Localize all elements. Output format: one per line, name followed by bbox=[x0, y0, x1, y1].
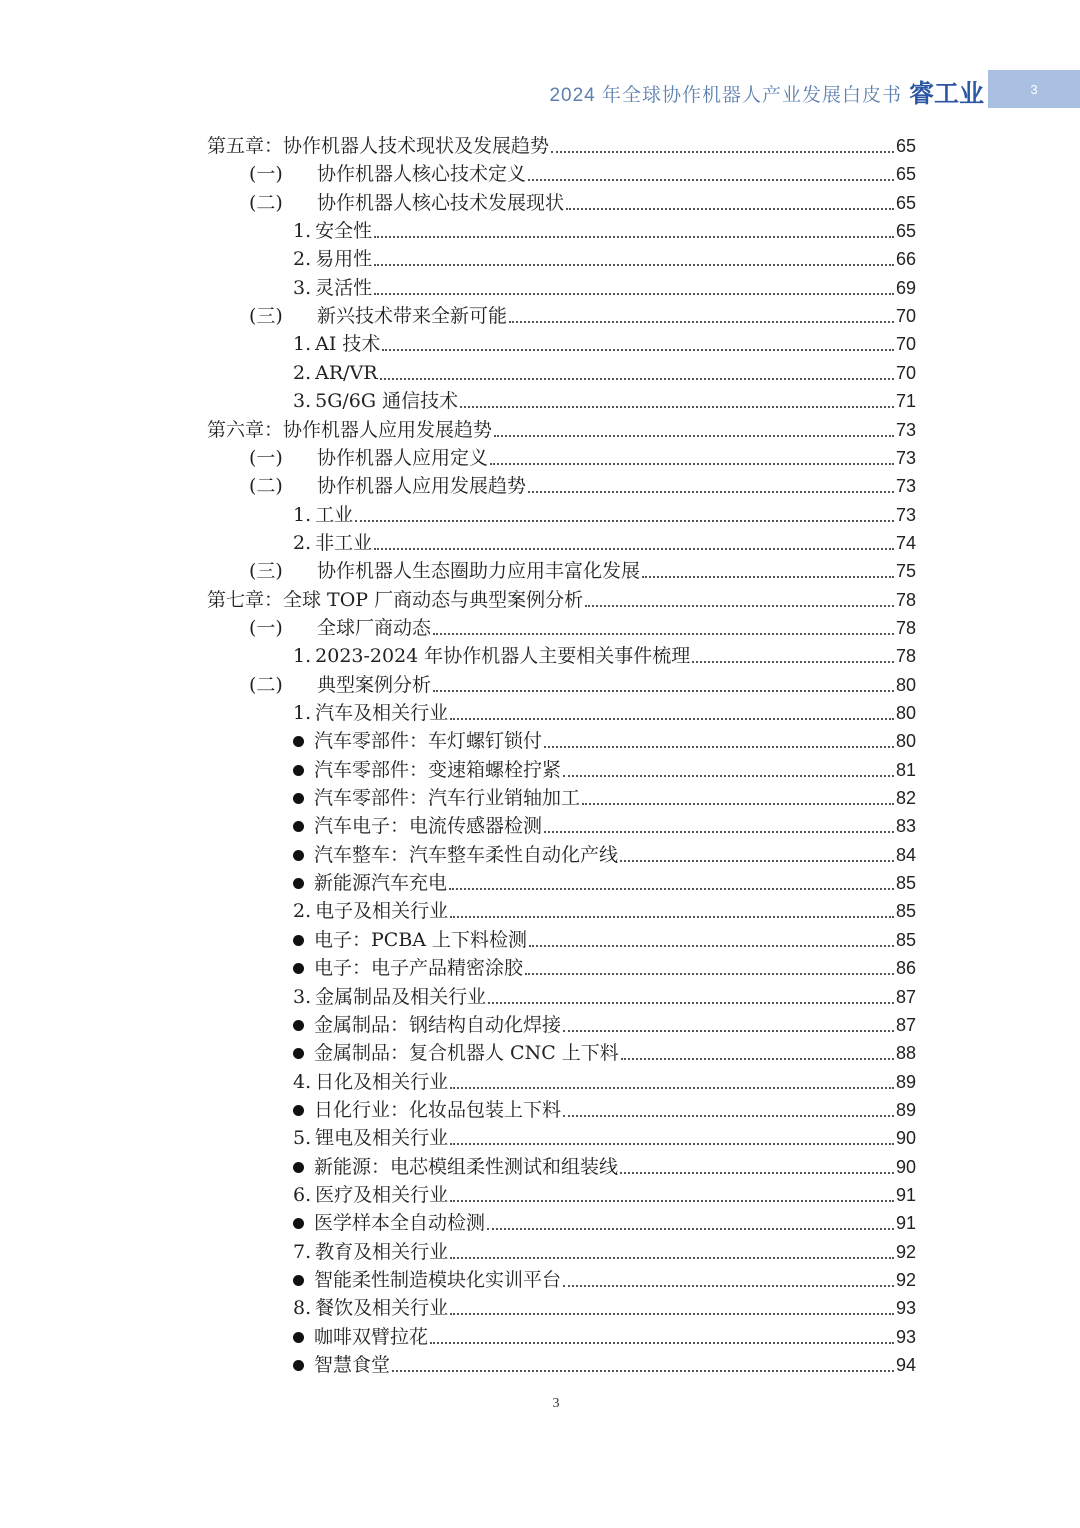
dot-leader bbox=[563, 775, 894, 777]
toc-entry[interactable] bbox=[293, 1293, 916, 1321]
toc-entry-label: 全球 TOP 厂商动态与典型案例分析 bbox=[283, 588, 584, 611]
toc-entry[interactable] bbox=[293, 386, 916, 414]
toc-entry-label: 工业 bbox=[315, 503, 354, 526]
toc-entry-number: 4. bbox=[293, 1070, 312, 1093]
toc-entry[interactable] bbox=[249, 159, 916, 187]
toc-entry-page: 91 bbox=[895, 1213, 916, 1234]
toc-entry-label: 灵活性 bbox=[315, 276, 373, 299]
toc-entry[interactable] bbox=[293, 500, 916, 528]
toc-entry-label: 电子：PCBA 上下料检测 bbox=[314, 928, 528, 951]
dot-leader bbox=[551, 151, 894, 153]
toc-entry[interactable] bbox=[293, 641, 916, 669]
dot-leader bbox=[355, 520, 894, 522]
toc-entry-number: (二) bbox=[249, 475, 283, 498]
dot-leader bbox=[433, 633, 894, 635]
dot-leader bbox=[642, 576, 894, 578]
toc-entry-page: 73 bbox=[895, 419, 916, 440]
toc-entry-page: 65 bbox=[895, 221, 916, 242]
bullet-icon bbox=[293, 935, 304, 946]
dot-leader bbox=[620, 1172, 894, 1174]
toc-entry[interactable] bbox=[293, 953, 916, 981]
toc-entry[interactable] bbox=[293, 216, 916, 244]
toc-entry[interactable] bbox=[249, 443, 916, 471]
toc-entry-label: 金属制品：钢结构自动化焊接 bbox=[314, 1013, 562, 1036]
toc-entry-number: 3. bbox=[293, 985, 312, 1008]
toc-entry-label: 锂电及相关行业 bbox=[315, 1127, 449, 1150]
dot-leader bbox=[450, 1143, 894, 1145]
dot-leader bbox=[450, 1313, 894, 1315]
dot-leader bbox=[450, 1200, 894, 1202]
toc-entry[interactable] bbox=[293, 811, 916, 839]
toc-entry-label: 协作机器人生态圈助力应用丰富化发展 bbox=[317, 560, 641, 583]
toc-entry-number: 5. bbox=[293, 1127, 312, 1150]
toc-entry[interactable] bbox=[293, 982, 916, 1010]
toc-entry-number: 2. bbox=[293, 361, 312, 384]
toc-entry-page: 85 bbox=[895, 901, 916, 922]
toc-entry-label: 汽车零部件：车灯螺钉锁付 bbox=[314, 730, 543, 753]
toc-entry-number: 第七章： bbox=[207, 588, 284, 611]
toc-entry[interactable] bbox=[293, 698, 916, 726]
toc-entry-page: 65 bbox=[895, 164, 916, 185]
toc-entry-number: (三) bbox=[249, 560, 283, 583]
toc-entry[interactable] bbox=[293, 868, 916, 896]
toc-entry-label: 5G/6G 通信技术 bbox=[315, 390, 459, 413]
toc-entry-page: 91 bbox=[895, 1184, 916, 1205]
toc-entry-page: 86 bbox=[895, 958, 916, 979]
toc-entry-page: 92 bbox=[895, 1270, 916, 1290]
toc-entry-page: 69 bbox=[895, 277, 916, 298]
toc-entry[interactable] bbox=[293, 1010, 916, 1038]
toc-entry-label: 易用性 bbox=[315, 248, 373, 271]
dot-leader bbox=[566, 208, 894, 210]
toc-entry[interactable] bbox=[207, 131, 916, 159]
bullet-icon bbox=[293, 821, 304, 832]
toc-entry-label: 典型案例分析 bbox=[317, 673, 432, 696]
bullet-icon bbox=[293, 850, 304, 861]
toc-entry[interactable] bbox=[293, 528, 916, 556]
toc-entry-page: 89 bbox=[895, 1099, 916, 1120]
toc-entry-page: 71 bbox=[895, 391, 916, 412]
toc-entry-number: 1. bbox=[293, 702, 312, 724]
toc-entry-page: 70 bbox=[895, 362, 916, 383]
toc-entry[interactable] bbox=[293, 1123, 916, 1151]
toc-entry-page: 70 bbox=[895, 334, 916, 355]
toc-entry-number: 第六章： bbox=[207, 418, 284, 441]
toc-entry-page: 65 bbox=[895, 192, 916, 213]
toc-entry-page: 66 bbox=[895, 249, 916, 270]
toc-entry-label: 医学样本全自动检测 bbox=[314, 1212, 486, 1235]
dot-leader bbox=[544, 831, 894, 833]
dot-leader bbox=[450, 916, 894, 918]
toc-entry-page: 75 bbox=[895, 561, 916, 582]
toc-entry-label: 2023-2024 年协作机器人主要相关事件梳理 bbox=[315, 645, 691, 668]
dot-leader bbox=[494, 435, 894, 437]
toc-entry-number: 第五章： bbox=[207, 135, 284, 157]
toc-entry-label: 金属制品及相关行业 bbox=[315, 985, 487, 1008]
toc-entry-page: 87 bbox=[895, 986, 916, 1007]
dot-leader bbox=[620, 860, 894, 862]
toc-entry-label: 协作机器人技术现状及发展趋势 bbox=[283, 135, 550, 157]
toc-entry-label: 电子及相关行业 bbox=[315, 900, 449, 923]
toc-entry-label: AI 技术 bbox=[315, 333, 381, 356]
toc-entry-number: (一) bbox=[249, 163, 283, 186]
document-title: 2024 年全球协作机器人产业发展白皮书 bbox=[549, 85, 902, 106]
toc-entry-number: (一) bbox=[249, 616, 283, 639]
toc-entry-number: 1. bbox=[293, 220, 312, 243]
toc-entry[interactable] bbox=[293, 1152, 916, 1180]
toc-entry-label: 日化及相关行业 bbox=[315, 1070, 449, 1093]
toc-entry-label: 协作机器人应用发展趋势 bbox=[317, 475, 527, 498]
toc-entry-page: 90 bbox=[895, 1128, 916, 1149]
toc-entry-page: 78 bbox=[895, 589, 916, 610]
toc-entry-page: 85 bbox=[895, 929, 916, 950]
toc-entry[interactable] bbox=[249, 613, 916, 641]
toc-entry-page: 80 bbox=[895, 703, 916, 723]
dot-leader bbox=[382, 349, 894, 351]
toc-entry[interactable] bbox=[293, 244, 916, 272]
dot-leader bbox=[544, 746, 894, 748]
toc-entry-page: 73 bbox=[895, 447, 916, 468]
page-number: 3 bbox=[552, 1396, 560, 1411]
toc-entry-number: 3. bbox=[293, 390, 312, 413]
brand-logo: 睿工业 bbox=[908, 79, 984, 108]
toc-entry-page: 65 bbox=[895, 136, 916, 156]
toc-entry[interactable] bbox=[293, 840, 916, 868]
toc-entry-page: 93 bbox=[895, 1326, 916, 1347]
toc-entry-label: 汽车零部件：汽车行业销轴加工 bbox=[314, 787, 581, 810]
toc-entry-label: 汽车整车：汽车整车柔性自动化产线 bbox=[314, 843, 619, 866]
toc-entry-label: 教育及相关行业 bbox=[315, 1240, 449, 1263]
toc-entry-page: 82 bbox=[895, 788, 916, 809]
toc-entry[interactable] bbox=[293, 1322, 916, 1350]
dot-leader bbox=[460, 406, 894, 408]
toc-entry-label: 智慧食堂 bbox=[314, 1354, 391, 1377]
toc-entry-number: 2. bbox=[293, 248, 312, 271]
toc-entry-number: 1. bbox=[293, 503, 312, 526]
dot-leader bbox=[582, 803, 894, 805]
toc-entry-number: (三) bbox=[249, 305, 283, 328]
dot-leader bbox=[490, 463, 894, 465]
dot-leader bbox=[380, 378, 894, 380]
toc-entry[interactable] bbox=[293, 726, 916, 754]
dot-leader bbox=[450, 1087, 894, 1089]
dot-leader bbox=[585, 605, 894, 607]
toc-entry-number: 6. bbox=[293, 1183, 312, 1206]
toc-entry[interactable] bbox=[293, 1350, 916, 1378]
bullet-icon bbox=[293, 1218, 304, 1229]
dot-leader bbox=[374, 236, 894, 238]
toc-entry[interactable] bbox=[249, 471, 916, 499]
bullet-icon bbox=[293, 1360, 304, 1371]
toc-entry-label: 协作机器人应用定义 bbox=[317, 446, 489, 469]
bullet-icon bbox=[293, 736, 304, 747]
toc-entry-label: 医疗及相关行业 bbox=[315, 1183, 449, 1206]
toc-entry[interactable] bbox=[293, 329, 916, 357]
toc-entry[interactable] bbox=[293, 1038, 916, 1066]
toc-entry[interactable] bbox=[293, 1067, 916, 1095]
dot-leader bbox=[450, 1257, 894, 1259]
toc-entry[interactable] bbox=[249, 188, 916, 216]
toc-entry[interactable] bbox=[293, 925, 916, 953]
dot-leader bbox=[374, 548, 894, 550]
toc-entry-number: 1. bbox=[293, 333, 312, 356]
bullet-icon bbox=[293, 1275, 304, 1286]
dot-leader bbox=[529, 945, 894, 947]
toc-entry-page: 70 bbox=[895, 306, 916, 327]
toc-entry-label: 协作机器人核心技术发展现状 bbox=[317, 191, 565, 214]
toc-entry-page: 74 bbox=[895, 532, 916, 553]
dot-leader bbox=[450, 718, 894, 720]
toc-entry-page: 85 bbox=[895, 873, 916, 894]
toc-entry-page: 88 bbox=[895, 1043, 916, 1064]
toc-entry-page: 73 bbox=[895, 504, 916, 525]
toc-entry[interactable] bbox=[293, 1180, 916, 1208]
dot-leader bbox=[509, 321, 894, 323]
toc-entry-page: 89 bbox=[895, 1071, 916, 1092]
bullet-icon bbox=[293, 793, 304, 804]
toc-entry[interactable] bbox=[207, 585, 916, 613]
header-page-box bbox=[988, 70, 1080, 108]
toc-entry-label: 咖啡双臂拉花 bbox=[314, 1325, 429, 1348]
bullet-icon bbox=[293, 1048, 304, 1059]
toc-entry[interactable] bbox=[293, 783, 916, 811]
page-header bbox=[0, 70, 1080, 110]
dot-leader bbox=[528, 491, 894, 493]
bullet-icon bbox=[293, 1332, 304, 1343]
toc-entry-page: 83 bbox=[895, 816, 916, 837]
toc-entry-number: 7. bbox=[293, 1240, 312, 1263]
toc-entry-number: (二) bbox=[249, 673, 283, 696]
dot-leader bbox=[374, 264, 894, 266]
toc-entry[interactable] bbox=[249, 670, 916, 698]
toc-entry-number: 2. bbox=[293, 531, 312, 554]
toc-entry-label: 汽车零部件：变速箱螺栓拧紧 bbox=[314, 758, 562, 781]
toc-entry-page: 73 bbox=[895, 476, 916, 497]
toc-entry-page: 81 bbox=[895, 759, 916, 780]
dot-leader bbox=[563, 1285, 894, 1287]
toc-entry-page: 80 bbox=[895, 674, 916, 695]
toc-entry[interactable] bbox=[293, 273, 916, 301]
bullet-icon bbox=[293, 1162, 304, 1173]
toc-entry-label: AR/VR bbox=[315, 361, 378, 384]
toc-entry-number: (一) bbox=[249, 446, 283, 469]
toc-entry-page: 78 bbox=[895, 617, 916, 638]
toc-entry[interactable] bbox=[293, 1095, 916, 1123]
toc-entry-page: 93 bbox=[895, 1298, 916, 1319]
toc-entry-label: 电子：电子产品精密涂胶 bbox=[314, 957, 524, 980]
dot-leader bbox=[563, 1030, 894, 1032]
toc-entry[interactable] bbox=[249, 301, 916, 329]
toc-entry-number: (二) bbox=[249, 191, 283, 214]
toc-entry-label: 非工业 bbox=[315, 531, 373, 554]
toc-entry[interactable] bbox=[293, 1237, 916, 1265]
toc-entry-page: 87 bbox=[895, 1014, 916, 1035]
toc-entry-page: 90 bbox=[895, 1156, 916, 1177]
toc-entry-label: 新兴技术带来全新可能 bbox=[317, 305, 508, 328]
dot-leader bbox=[525, 973, 894, 975]
toc-entry-label: 汽车电子：电流传感器检测 bbox=[314, 815, 543, 838]
dot-leader bbox=[449, 888, 894, 890]
toc-entry-label: 协作机器人应用发展趋势 bbox=[283, 418, 493, 441]
toc-entry-label: 安全性 bbox=[315, 220, 373, 243]
toc-entry-page: 80 bbox=[895, 731, 916, 752]
bullet-icon bbox=[293, 963, 304, 974]
toc-entry-label: 金属制品：复合机器人 CNC 上下料 bbox=[314, 1042, 619, 1065]
dot-leader bbox=[563, 1115, 894, 1117]
toc-entry-number: 3. bbox=[293, 276, 312, 299]
toc-entry-number: 2. bbox=[293, 900, 312, 923]
toc-entry-number: 8. bbox=[293, 1297, 312, 1320]
toc-entry-label: 智能柔性制造模块化实训平台 bbox=[314, 1269, 562, 1291]
dot-leader bbox=[392, 1370, 894, 1372]
toc-entry[interactable] bbox=[293, 896, 916, 924]
toc-entry-page: 94 bbox=[895, 1355, 916, 1376]
toc-entry-label: 餐饮及相关行业 bbox=[315, 1297, 449, 1320]
dot-leader bbox=[433, 690, 894, 692]
bullet-icon bbox=[293, 1105, 304, 1116]
toc-entry-label: 汽车及相关行业 bbox=[315, 702, 449, 724]
header-page-number: 3 bbox=[1030, 81, 1038, 97]
dot-leader bbox=[487, 1228, 894, 1230]
dot-leader bbox=[692, 661, 894, 663]
toc-entry[interactable] bbox=[293, 755, 916, 783]
toc-entry-label: 新能源汽车充电 bbox=[314, 872, 448, 895]
toc-entry-page: 84 bbox=[895, 844, 916, 865]
dot-leader bbox=[430, 1342, 894, 1344]
toc-entry-label: 全球厂商动态 bbox=[317, 616, 432, 639]
bullet-icon bbox=[293, 765, 304, 776]
toc-entry[interactable] bbox=[293, 358, 916, 386]
dot-leader bbox=[374, 293, 894, 295]
toc-entry-label: 日化行业：化妆品包装上下料 bbox=[314, 1098, 562, 1121]
dot-leader bbox=[621, 1058, 894, 1060]
toc-entry[interactable] bbox=[293, 1208, 916, 1236]
toc-entry[interactable] bbox=[293, 1265, 916, 1293]
dot-leader bbox=[528, 179, 894, 181]
toc-entry-number: 1. bbox=[293, 645, 312, 668]
toc-entry-label: 协作机器人核心技术定义 bbox=[317, 163, 527, 186]
bullet-icon bbox=[293, 878, 304, 889]
dot-leader bbox=[488, 1002, 894, 1004]
bullet-icon bbox=[293, 1020, 304, 1031]
toc-entry[interactable] bbox=[249, 556, 916, 584]
toc-entry-label: 新能源：电芯模组柔性测试和组装线 bbox=[314, 1155, 619, 1178]
toc-entry-page: 78 bbox=[895, 646, 916, 667]
toc-entry[interactable] bbox=[207, 415, 916, 443]
toc-entry-page: 92 bbox=[895, 1241, 916, 1262]
